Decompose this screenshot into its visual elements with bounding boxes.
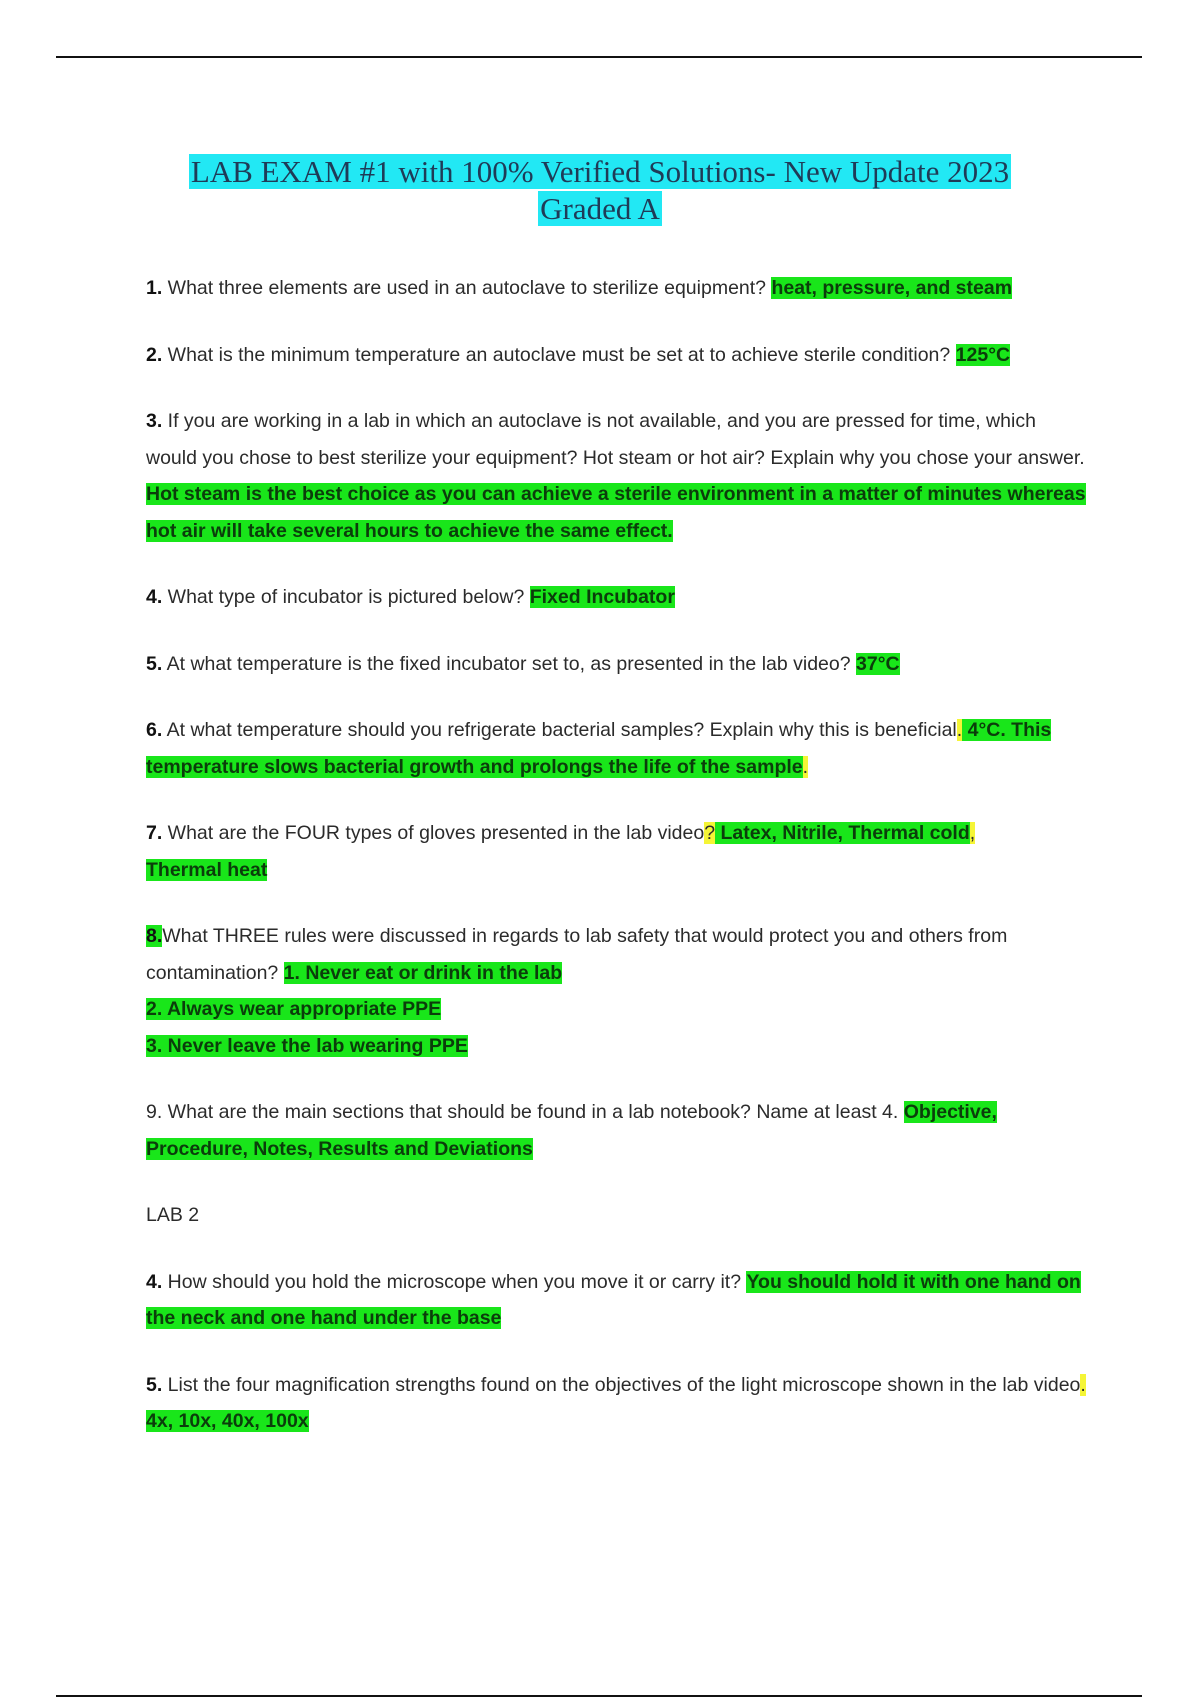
question-text: What is the minimum temperature an autoclave must be set at to achieve sterile condition? bbox=[162, 343, 956, 366]
answer-highlight: 37°C bbox=[856, 652, 900, 675]
yellow-highlight: . bbox=[1080, 1373, 1086, 1396]
question-7 bbox=[146, 815, 1086, 888]
question-text: 9. What are the main sections that should be found in a lab notebook? Name at least 4. bbox=[146, 1101, 904, 1123]
yellow-highlight: . bbox=[956, 719, 963, 741]
answer-rule-2: 2. Always wear appropriate PPE bbox=[146, 998, 442, 1020]
question-number: 5. bbox=[146, 1373, 163, 1396]
question-text: If you are working in a lab in which an autoclave is not available, and you are pressed for time, which would you chose to best sterilize your equipment? Hot steam or hot air? Explain why you chose your answer. bbox=[146, 410, 1085, 469]
answer-highlight: heat, pressure, and steam bbox=[771, 277, 1013, 299]
question-number: 7. bbox=[146, 822, 163, 844]
answer-rule-1: 1. Never eat or drink in the lab bbox=[283, 961, 563, 984]
question-4 bbox=[146, 579, 1086, 616]
answer-highlight: You should hold it with one hand on the neck and one hand under the base bbox=[146, 1270, 1081, 1329]
document-title bbox=[0, 153, 1200, 227]
answer-highlight: 125°C bbox=[955, 343, 1011, 366]
answer-rule-3: 3. Never leave the lab wearing PPE bbox=[146, 1034, 468, 1057]
answer-highlight: Thermal heat bbox=[146, 858, 268, 881]
question-text: What THREE rules were discussed in regards to lab safety that would protect you and others from contamination? bbox=[146, 925, 1008, 984]
question-text: What type of incubator is pictured below? bbox=[162, 586, 530, 608]
question-text: What are the FOUR types of gloves presented in the lab video bbox=[162, 822, 705, 844]
question-5 bbox=[146, 646, 1086, 683]
yellow-highlight: ? bbox=[704, 822, 716, 844]
answer-highlight: Objective, Procedure, Notes, Results and Deviations bbox=[146, 1101, 997, 1160]
question-text: List the four magnification strengths found on the objectives of the light microscope shown in the lab video bbox=[162, 1373, 1081, 1396]
answer-highlight: Latex, Nitrile, Thermal cold bbox=[715, 822, 970, 844]
answer-highlight: 4x, 10x, 40x, 100x bbox=[146, 1410, 309, 1432]
section-heading-lab-2: LAB 2 bbox=[146, 1204, 200, 1226]
answer-highlight: Hot steam is the best choice as you can achieve a sterile environment in a matter of minutes whereas hot air will take several hours to achieve the same effect. bbox=[146, 483, 1086, 542]
question-number: 5. bbox=[146, 652, 163, 675]
answer-highlight: 4°C. This temperature slows bacterial growth and prolongs the life of the sample bbox=[146, 719, 1052, 778]
question-text: At what temperature should you refrigerate bacterial samples? Explain why this is beneficial bbox=[162, 719, 957, 741]
question-2 bbox=[146, 337, 1086, 374]
lab2-question-5 bbox=[146, 1367, 1086, 1440]
question-number: 6. bbox=[146, 719, 163, 741]
yellow-highlight: , bbox=[969, 822, 976, 844]
question-list bbox=[146, 270, 1086, 1470]
question-number: 8. bbox=[146, 925, 163, 947]
answer-highlight: Fixed Incubator bbox=[529, 586, 675, 608]
lab2-question-4 bbox=[146, 1264, 1086, 1337]
question-number: 4. bbox=[146, 1270, 163, 1293]
title-line-1: LAB EXAM #1 with 100% Verified Solutions- New Update 2023 bbox=[190, 154, 1010, 189]
question-9 bbox=[146, 1094, 1086, 1167]
question-number: 4. bbox=[146, 586, 163, 608]
question-1 bbox=[146, 270, 1086, 307]
question-number: 1. bbox=[146, 277, 163, 299]
question-number: 2. bbox=[146, 343, 163, 366]
question-text: What three elements are used in an autoclave to sterilize equipment? bbox=[162, 277, 772, 299]
question-3 bbox=[146, 403, 1086, 549]
yellow-highlight: . bbox=[802, 755, 809, 778]
question-number: 3. bbox=[146, 410, 163, 432]
bottom-rule bbox=[56, 1695, 1142, 1697]
question-text: How should you hold the microscope when you move it or carry it? bbox=[162, 1270, 747, 1293]
question-text: At what temperature is the fixed incubator set to, as presented in the lab video? bbox=[162, 652, 857, 675]
title-line-2: Graded A bbox=[540, 191, 660, 226]
top-rule bbox=[56, 56, 1142, 58]
question-6 bbox=[146, 712, 1086, 785]
question-8 bbox=[146, 918, 1086, 1064]
